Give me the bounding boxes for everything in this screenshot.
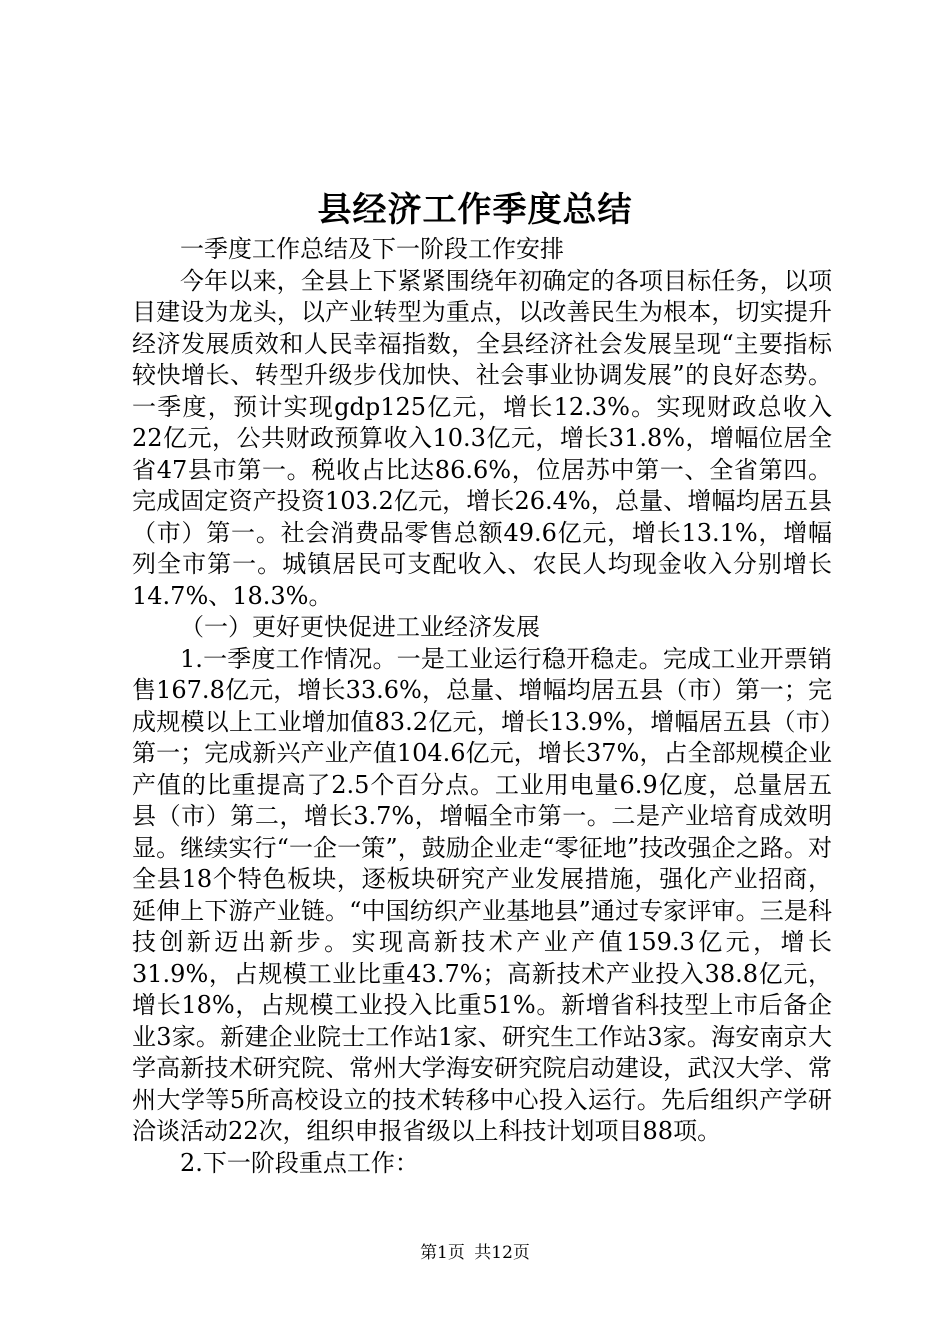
body-paragraph: 1.一季度工作情况。一是工业运行稳开稳走。完成工业开票销售167.8亿元，增长33.6%，总量、增幅均居五县（市）第一；完成规模以上工业增加值83.2亿元，增长13.9%，增幅居五县（市）第一；完成新兴产业产值104.6亿元，增长37%，占全部规模企业产值的比重提高了2.5个百分点。工业用电量6.9亿度，总量居五县（市）第二，增长3.7%，增幅全市第一。二是产业培育成效明显。继续实行“一企一策”，鼓励企业走“零征地”技改强企之路。对全县18个特色板块，逐板块研究产业发展措施，强化产业招商，延伸上下游产业链。“中国纺织产业基地县”通过专家评审。三是科技创新迈出新步。实现高新技术产业产值159.3亿元，增长31.9%，占规模工业比重43.7%；高新技术产业投入38.8亿元，增长18%，占规模工业投入比重51%。新增省科技型上市后备企业3家。新建企业院士工作站1家、研究生工作站3家。海安南京大学高新技术研究院、常州大学海安研究院启动建设，武汉大学、常州大学等5所高校设立的技术转移中心投入运行。先后组织产学研洽谈活动22次，组织申报省级以上科技计划项目88项。	[132, 644, 832, 1145]
page-total: 共12页	[474, 1243, 530, 1263]
section-heading: 一季度工作总结及下一阶段工作安排	[180, 235, 564, 263]
document-title: 县经济工作季度总结	[317, 190, 633, 230]
page-number: 第1页	[420, 1243, 465, 1263]
body-paragraph: 2.下一阶段重点工作：	[180, 1148, 419, 1177]
page-footer	[0, 1242, 950, 1264]
section-heading: （一）更好更快促进工业经济发展	[180, 613, 540, 641]
body-paragraph: 今年以来，全县上下紧紧围绕年初确定的各项目标任务，以项目建设为龙头，以产业转型为重点，以改善民生为根本，切实提升经济发展质效和人民幸福指数，全县经济社会发展呈现“主要指标较快增长、转型升级步伐加快、社会事业协调发展”的良好态势。一季度，预计实现gdp125亿元，增长12.3%。实现财政总收入22亿元，公共财政预算收入10.3亿元，增长31.8%，增幅位居全省47县市第一。税收占比达86.6%，位居苏中第一、全省第四。完成固定资产投资103.2亿元，增长26.4%，总量、增幅均居五县（市）第一。社会消费品零售总额49.6亿元，增长13.1%，增幅列全市第一。城镇居民可支配收入、农民人均现金收入分别增长14.7%、18.3%。	[132, 266, 832, 610]
document-body	[132, 234, 832, 1179]
